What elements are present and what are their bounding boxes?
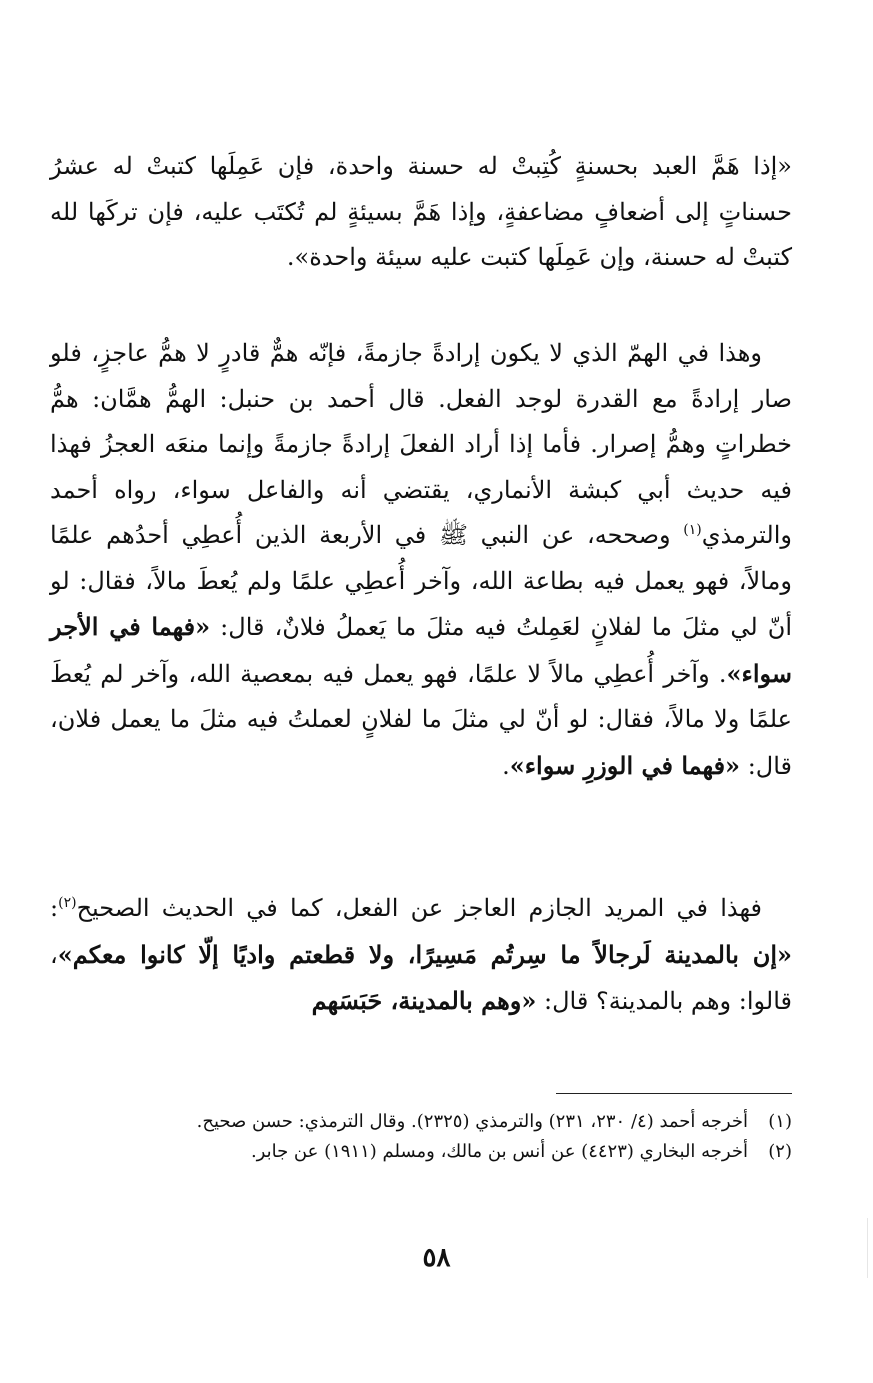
continuation-text-1: فهذا في المريد الجازم العاجز عن الفعل، كما في الحديث الصحيح <box>76 894 762 922</box>
footnotes-list <box>50 1108 792 1168</box>
footnote-text: أخرجه أحمد (٤/ ٢٣٠، ٢٣١) والترمذي (٢٣٢٥). وقال الترمذي: حسن صحيح. <box>196 1111 748 1132</box>
hadith-quote-madina: «إن بالمدينة لَرجالاً ما سِرتُم مَسِيرًا، ولا قطعتم واديًا إلّا كانوا معكم» <box>57 939 792 969</box>
footnote-ref-2[interactable]: (٢) <box>58 895 77 911</box>
continuation-text-2: : <box>50 894 59 922</box>
hadith-text: «إذا هَمَّ العبد بحسنةٍ كُتِبتْ له حسنة واحدة، فإن عَمِلَها كتبتْ له عشرُ حسناتٍ إلى أضعافٍ مضاعفةٍ، وإذا هَمَّ بسيئةٍ لم تُكتَب عليه، فإن تركَها لله كتبتْ له حسنة، وإن عَمِلَها كتبت عليه سيئة واحدة». <box>50 152 792 271</box>
commentary-text-4: . <box>502 751 510 780</box>
footnote-item <box>50 1138 792 1166</box>
continuation-text-3: ، قالوا: وهم بالمدينة؟ قال: <box>50 940 792 1015</box>
commentary-text-3: . وآخر أُعطِي مالاً لا علمًا، فهو يعمل فيه بمعصية الله، وآخر لم يُعطَ علمًا ولا مالاً، فقال: لو أنّ لي مثلَ ما لفلانٍ لعملتُ فيه مثلَ ما يعمل فلان، قال: <box>50 659 792 780</box>
commentary-text-1: وهذا في الهمّ الذي لا يكون إرادةً جازمةً، فإنّه همٌّ قادرٍ لا همُّ عاجزٍ، فلو صار إرادةً مع القدرة لوجد الفعل. قال أحمد بن حنبل: الهمُّ همَّان: همُّ خطراتٍ وهمُّ إصرار. فأما إذا أراد الفعلَ إرادةً جازمةً وإنما منعَه العجزُ فهذا فيه حديث أبي كبشة الأنماري، يقتضي أنه والفاعل سواء، رواه أحمد والترمذي <box>50 339 792 549</box>
page-number: ٥٨ <box>422 1243 451 1273</box>
commentary-paragraph <box>50 331 792 789</box>
continuation-paragraph <box>50 886 792 1025</box>
hadith-paragraph <box>50 144 792 281</box>
footnote-number: (١) <box>768 1111 792 1132</box>
commentary-text-2: وصححه، عن النبي ﷺ في الأربعة الذين أُعطِي أحدُهم علمًا ومالاً، فهو يعمل فيه بطاعة الله، وآخر أُعطِي علمًا ولم يُعطَ مالاً، فقال: لو أنّ لي مثلَ ما لفلانٍ لعَمِلتُ فيه مثلَ ما يَعملُ فلانٌ، قال: <box>50 521 792 641</box>
footnote-number: (٢) <box>768 1141 792 1162</box>
footnote-divider <box>556 1093 792 1094</box>
footnote-text: أخرجه البخاري (٤٤٢٣) عن أنس بن مالك، ومسلم (١٩١١) عن جابر. <box>250 1141 748 1162</box>
page-edge-mark <box>867 1218 868 1278</box>
footnote-item <box>50 1108 792 1136</box>
hadith-quote-madina-answer: «وهم بالمدينة، حَبَسَهم <box>311 986 537 1015</box>
footnote-ref-1[interactable]: (١) <box>683 522 702 538</box>
hadith-quote-burden: «فهما في الوزرِ سواء» <box>509 750 741 780</box>
hadith-quote-reward: «فهما في الأجر سواء» <box>50 612 792 688</box>
